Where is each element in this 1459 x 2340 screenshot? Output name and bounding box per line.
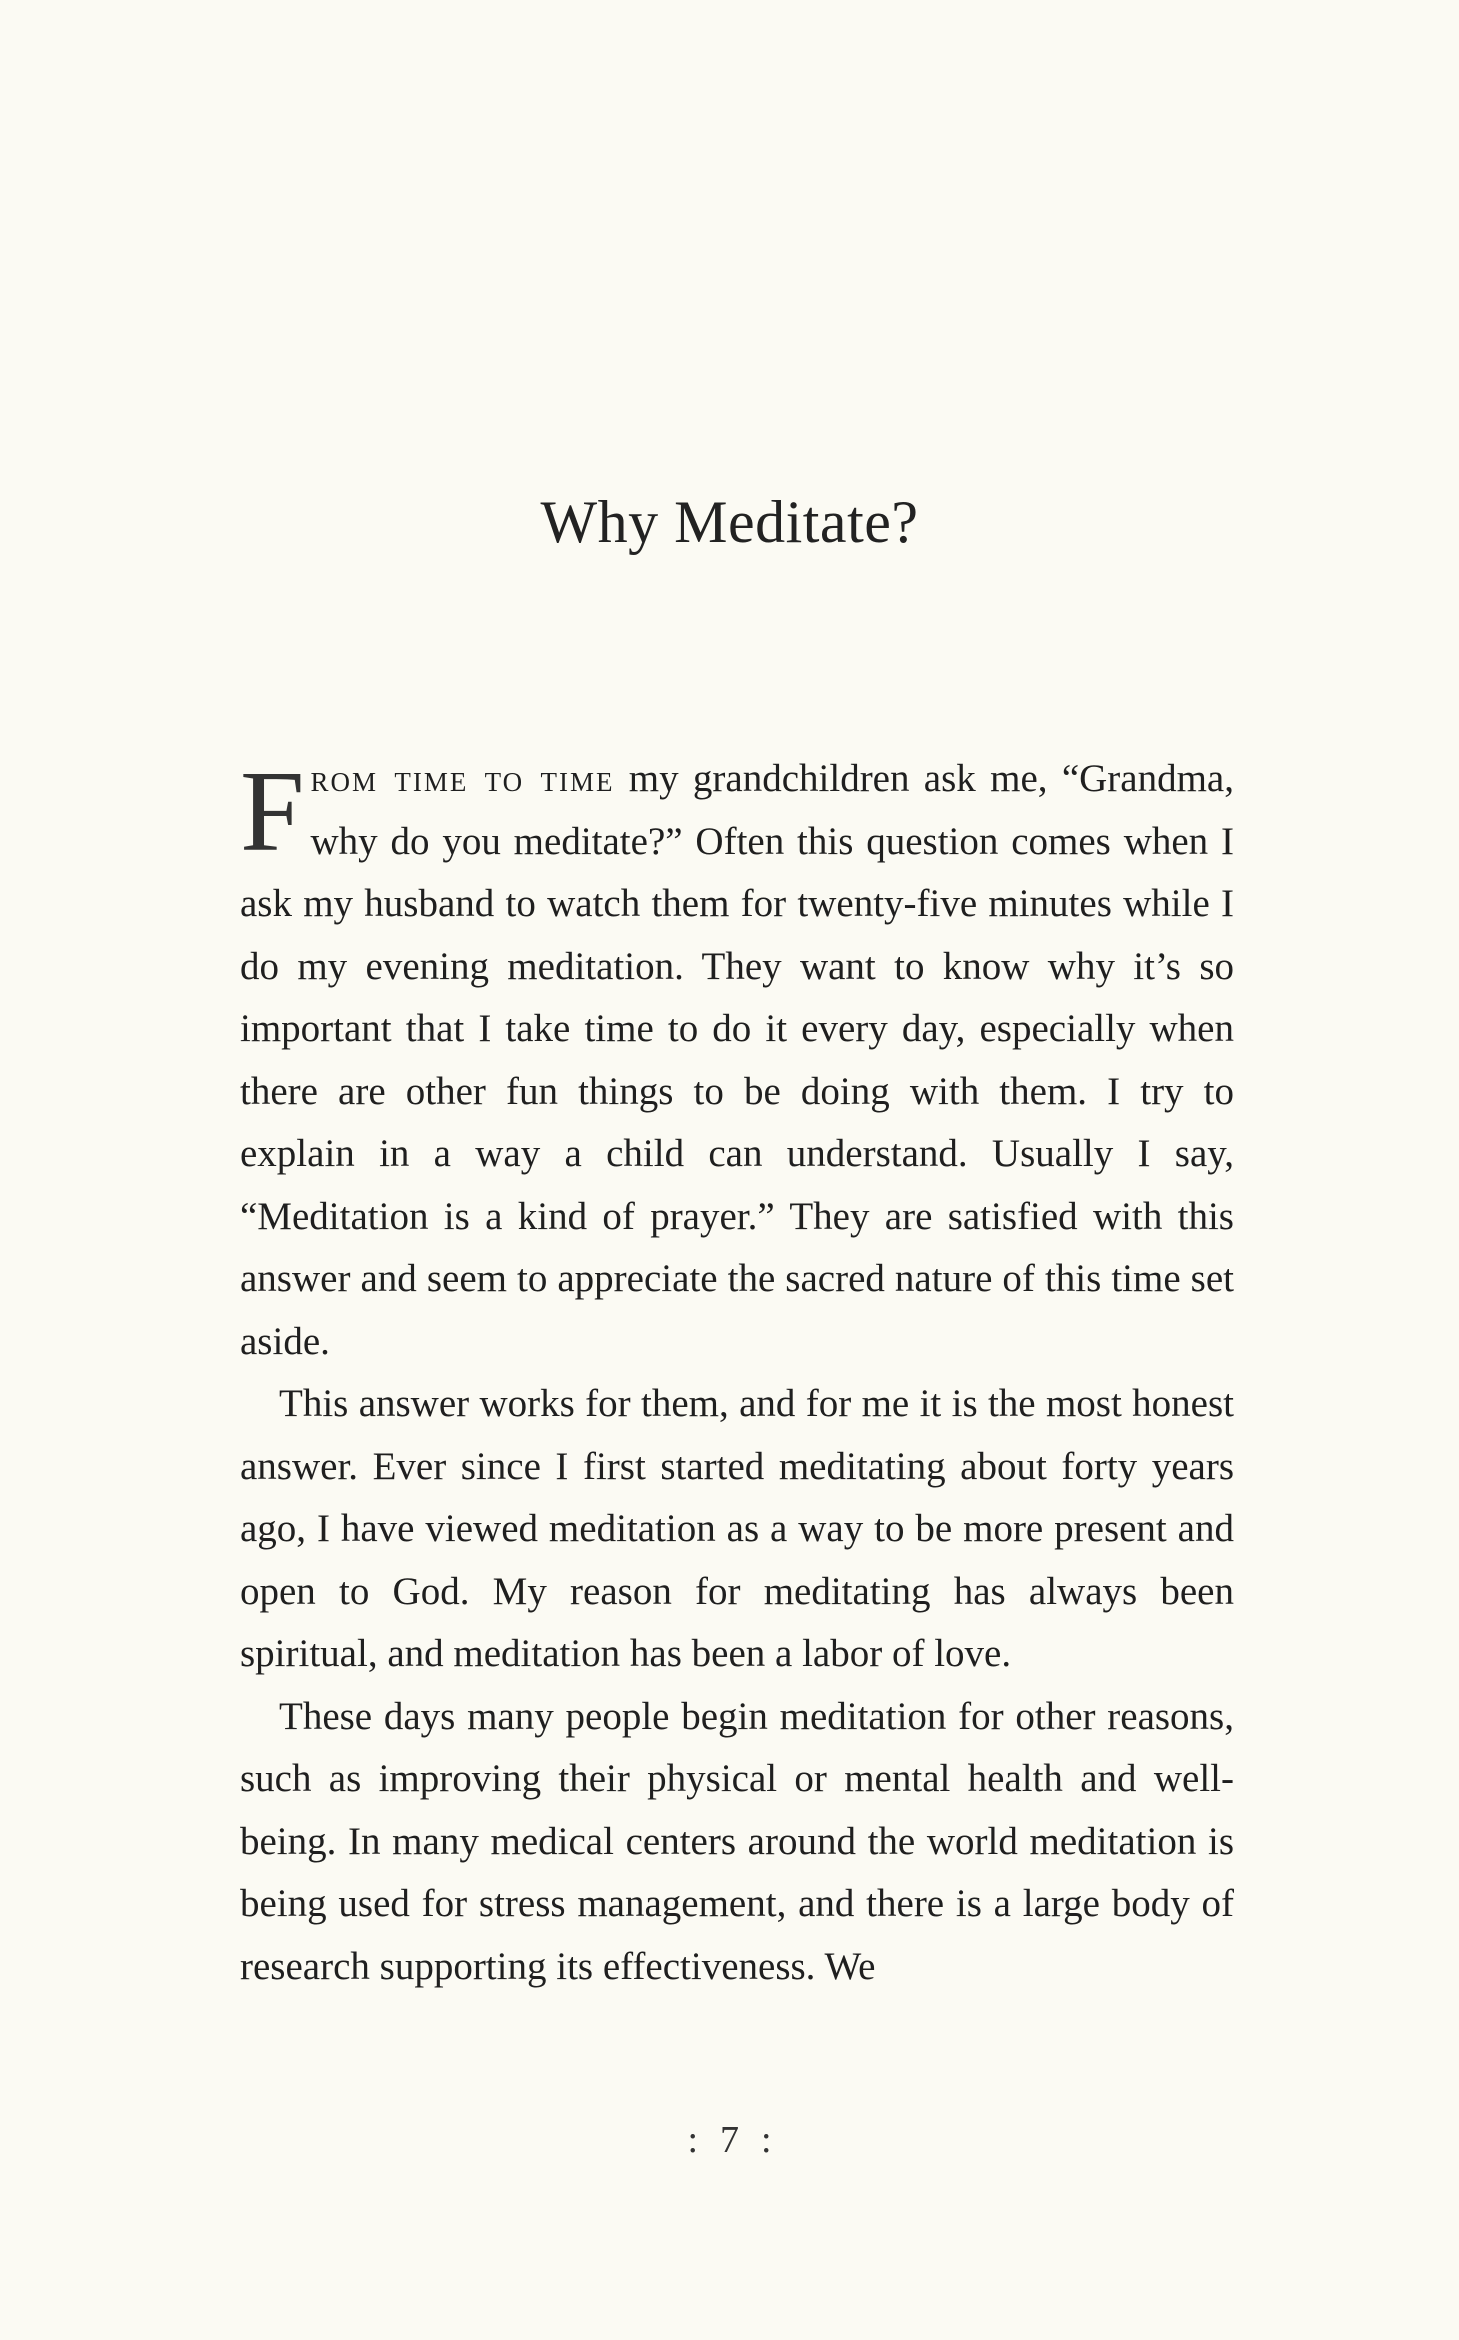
page-number: 7: [720, 2119, 739, 2161]
body-text: [240, 748, 1234, 1998]
folio-ornament-left: :: [687, 2119, 698, 2161]
page-footer: [0, 2118, 1459, 2162]
paragraph-3: These days many people begin meditation for other reasons, such as improving their physical or mental health and well-being. In many medical centers around the world meditation is being used for stress management, and there is a large body of research supporting its effectiveness. We: [240, 1694, 1234, 1988]
drop-cap: F: [240, 748, 305, 876]
paragraph-1-text: my grandchildren ask me, “Grandma, why do you meditate?” Often this question comes when I ask my husband to watch them for twenty-five minutes while I do my evening meditation. They want to know why it’s so important that I take time to do it every day, especially when there are other fun things to be doing with them. I try to explain in a way a child can understand. Usually I say, “Meditation is a kind of prayer.” They are satisfied with this answer and seem to appreciate the sacred nature of this time set aside.: [240, 757, 1234, 1363]
folio-ornament-right: :: [761, 2119, 772, 2161]
paragraph-1: [240, 748, 1234, 1373]
paragraph-2: This answer works for them, and for me it is the most honest answer. Ever since I first started meditating about forty years ago, I have viewed meditation as a way to be more present and open to God. My reason for meditating has always been spiritual, and meditation has been a labor of love.: [240, 1382, 1234, 1675]
chapter-title: Why Meditate?: [540, 489, 919, 555]
opening-small-caps: rom time to time: [310, 757, 615, 800]
